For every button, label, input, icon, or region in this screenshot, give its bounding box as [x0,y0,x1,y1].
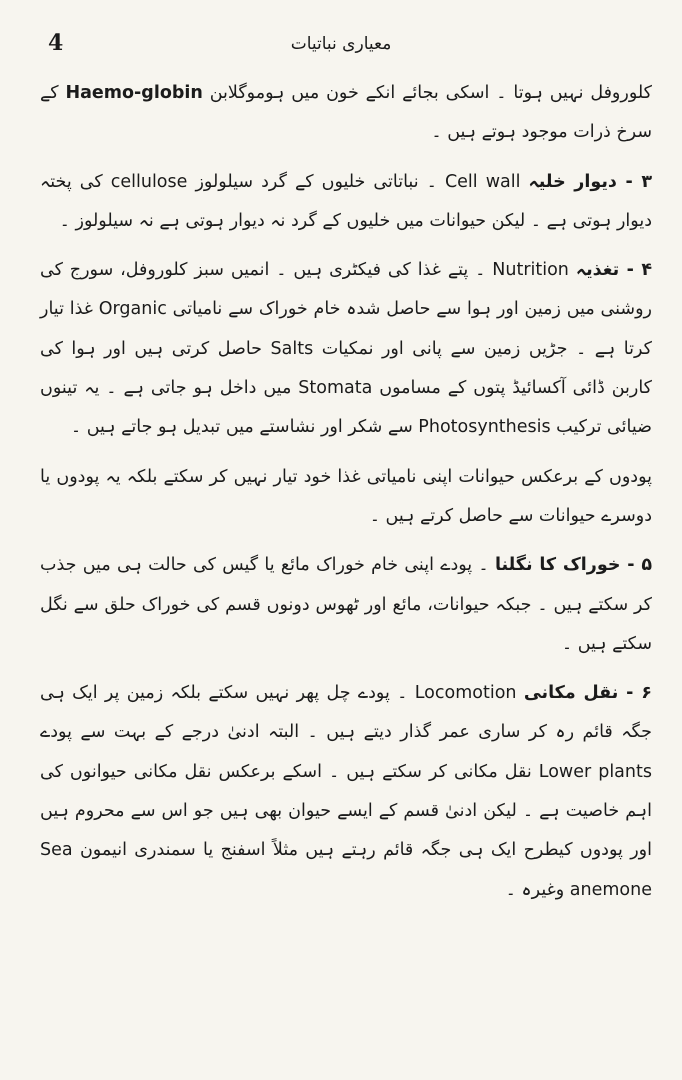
paragraph [40,163,652,242]
section-number: ۴ - [619,260,652,281]
text-run: غذا تیار کرتا ہے ۔ جڑیں زمین سے پانی اور نمکیات [40,299,652,359]
text-run [517,683,524,703]
section-heading: دیوار خلیہ [528,171,617,192]
text-run: میں داخل ہو جاتی ہے ۔ یہ تینوں ضیائی ترکیب [40,378,652,438]
running-title: معیاری نباتیات [290,34,392,54]
text-run: ۔ پتے غذا کی فیکٹری ہیں ۔ انمیں سبز کلوروفل، سورج کی روشنی میں زمین اور ہوا سے حاصل شدہ خام خوراک سے نامیاتی [40,260,652,320]
latin-term: Stomata [298,378,373,399]
section-number: ۶ - [618,683,652,704]
text-run: سے شکر اور نشاستے میں تبدیل ہو جاتے ہیں ۔ [70,417,419,438]
text-run: ۔ پودے چل پھر نہیں سکتے بلکہ زمین پر ایک ہی جگہ قائم رہ کر ساری عمر گذار دیتے ہیں ۔ البتہ ادنیٰ درجے کے بہت سے پودے [40,683,652,743]
text-run [520,172,528,192]
text-run: کلوروفل نہیں ہوتا ۔ اسکی بجائے انکے خون میں ہوموگلابن [202,83,652,103]
paragraph [40,458,652,537]
page-number: 4 [48,30,64,56]
paragraph [40,74,652,153]
latin-term: Haemo-globin [65,83,203,103]
latin-term: Cell wall [444,171,521,192]
latin-term: Nutrition [492,260,569,281]
text-run: نقل مکانی کر سکتے ہیں ۔ اسکے برعکس نقل مکانی حیوانوں کی اہم خاصیت ہے ۔ لیکن ادنیٰ قسم کے ایسے حیوان بھی ہیں جو اس سے محروم ہیں اور پودوں کیطرح ایک ہی جگہ قائم رہتے ہیں مثلاً اسفنج یا سمندری انیمون [40,761,652,861]
text-run: حاصل کرتی ہیں اور ہوا کی کاربن ڈائی آکسائیڈ پتوں کے مساموں [40,338,652,399]
paragraph [40,546,652,664]
paragraph [40,251,652,447]
latin-term: Organic [98,299,167,320]
text-run: وغیرہ ۔ [505,879,570,900]
latin-term: Sea anemone [40,840,652,900]
text-run: پودوں کے برعکس حیوانات اپنی نامیاتی غذا خود تیار نہیں کر سکتے بلکہ یہ پودوں یا دوسرے حیوانات سے حاصل کرتے ہیں ۔ [40,466,652,526]
text-run: ۔ پودے اپنی خام خوراک مائع یا گیس کی حالت ہی میں جذب کر سکتے ہیں ۔ جبکہ حیوانات، مائع اور ٹھوس دونوں قسم کی خوراک حلق سے نگل سکتے ہیں ۔ [40,555,652,654]
section-heading: خوراک کا نگلنا [494,555,621,576]
text-run [569,260,576,280]
section-number: ۳ - [616,171,652,192]
text-run: کی پختہ دیوار ہوتی ہے ۔ لیکن حیوانات میں خلیوں کے گرد نہ دیوار ہوتی ہے نہ سیلولوز ۔ [40,171,652,231]
latin-term: cellulose [110,171,188,192]
latin-term: Lower plants [538,761,652,782]
section-heading: تغذیہ [575,260,620,281]
latin-term: Photosynthesis [418,417,551,438]
latin-term: Salts [270,338,314,359]
paragraph [40,674,652,910]
body-text [40,74,652,910]
text-run: ۔ نباتاتی خلیوں کے گرد سیلولوز [187,171,445,192]
text-run: کے سرخ ذرات موجود ہوتے ہیں ۔ [40,83,652,143]
section-heading: نقل مکانی [523,683,619,704]
latin-term: Locomotion [414,683,517,704]
section-number: ۵ - [620,555,652,576]
